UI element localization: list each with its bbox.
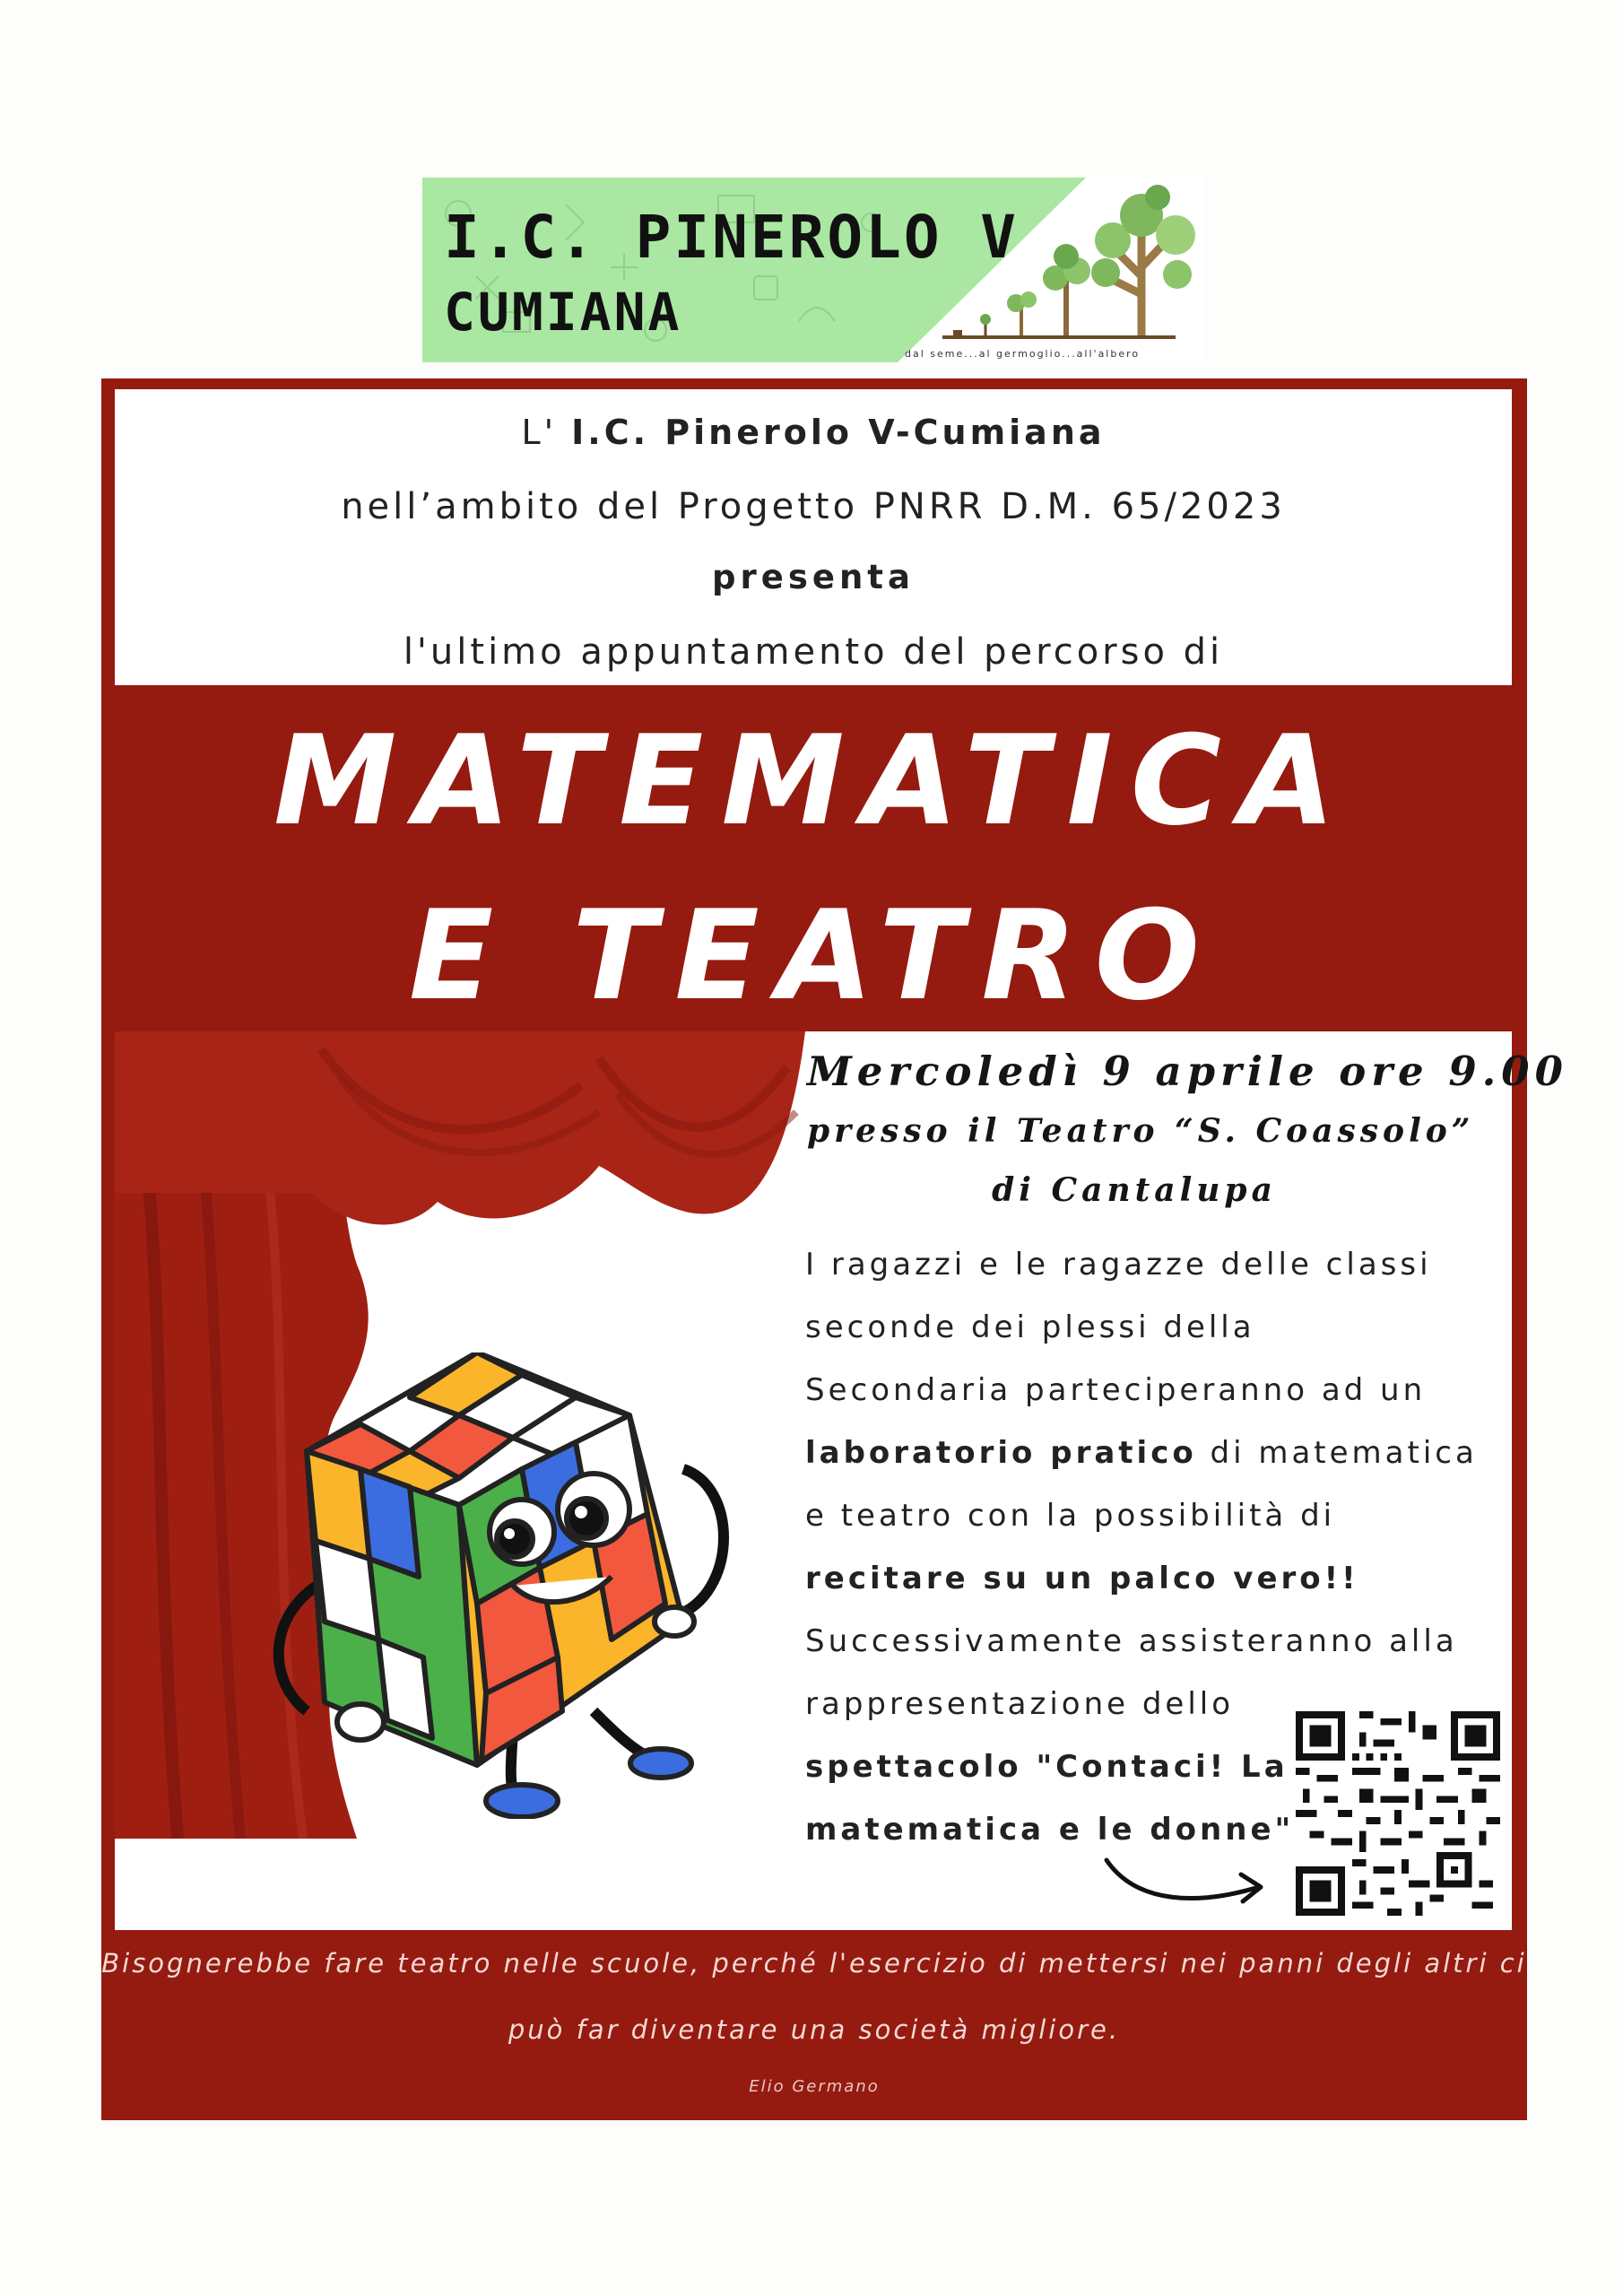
intro-line-1 (115, 413, 1512, 452)
intro-line-4: l'ultimo appuntamento del percorso di (403, 631, 1224, 673)
description-line-2: seconde dei plessi della (805, 1309, 1255, 1345)
description-line-4-rest: di matematica (1196, 1435, 1478, 1471)
quote-author: Elio Germano (749, 2077, 880, 2096)
school-name: I.C. Pinerolo V-Cumiana (571, 413, 1106, 452)
description-line-5: e teatro con la possibilità di (805, 1498, 1336, 1534)
description-line-10 (805, 1812, 1294, 1848)
school-logo-banner (422, 178, 1204, 362)
description-line-4 (805, 1435, 1478, 1471)
description-line-6 (805, 1561, 1359, 1596)
highlight-palco: recitare su un palco vero!! (805, 1561, 1359, 1596)
highlight-laboratorio: laboratorio pratico (805, 1435, 1197, 1471)
highlight-spettacolo-1: spettacolo "Contaci! La (805, 1749, 1289, 1785)
description-line-8: rappresentazione dello (805, 1686, 1235, 1722)
description-line-3: Secondaria parteciperanno ad un (805, 1372, 1427, 1408)
intro-line-3: presenta (712, 558, 915, 596)
arrow-icon (1101, 1851, 1271, 1914)
event-date-time: Mercoledì 9 aprile ore 9.00 (807, 1048, 1568, 1095)
quote-line-1: Bisognerebbe fare teatro nelle scuole, perché l'esercizio di mettersi nei panni degli altri ci (101, 1948, 1527, 1979)
description-line-1: I ragazzi e le ragazze delle classi (805, 1247, 1432, 1283)
event-town: di Cantalupa (992, 1171, 1277, 1209)
quote-line-2: può far diventare una società migliore. (508, 2014, 1121, 2045)
main-title-line1: MATEMATICA (273, 709, 1353, 853)
intro-line-2: nell’ambito del Progetto PNRR D.M. 65/2023 (341, 486, 1286, 527)
logo-title-line2: CUMIANA (444, 282, 682, 343)
description-line-9 (805, 1749, 1289, 1785)
logo-title-line1: I.C. PINEROLO V (444, 203, 1020, 272)
rubiks-cube-mascot-illustration (253, 1352, 755, 1819)
logo-tagline: dal seme...al germoglio...all'albero (905, 348, 1141, 360)
main-title-line2: E TEATRO (408, 883, 1219, 1028)
qr-code[interactable] (1296, 1711, 1500, 1916)
highlight-spettacolo-2: matematica e le donne" (805, 1812, 1295, 1848)
intro-prefix: L' (521, 413, 558, 452)
description-line-7: Successivamente assisteranno alla (805, 1623, 1458, 1659)
event-venue: presso il Teatro “S. Coassolo” (807, 1112, 1475, 1150)
